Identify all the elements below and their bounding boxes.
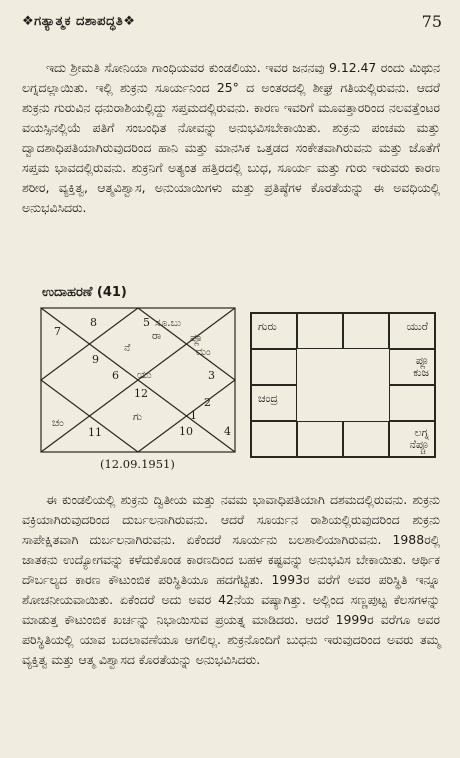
square-uranus: ಯುರೆ [406,320,428,333]
square-cell-7 [251,385,297,421]
paragraph-intro: ಇದು ಶ್ರೀಮತಿ ಸೋನಿಯಾ ಗಾಂಧಿಯವರ ಕುಂಡಲಿಯು. ಇವರ ಜನನವು 9.12.47 ರಂದು ಮಿಥುನ ಲಗ್ನದಲ್ಲಾಯಿತು. ಇಲ್ಲಿ ಶುಕ್ರನು ಸೂರ್ಯನಿಂದ 25° ದ ಅಂತರದಲ್ಲಿ ಶೀಘ್ರ ಗತಿಯಲ್ಲಿರುವನು. ಆದರೆ ಶುಕ್ರನು ಗುರುವಿನ ಧನುರಾಶಿಯಲ್ಲಿದ್ದು ಸಪ್ತಮದಲ್ಲಿರುವನು. ಕಾರಣ ಇವರಿಗೆ ಮೂವತ್ತಾರರಿಂದ ನಲವತ್ತೆಂಟರ ವಯಸ್ಸಿನಲ್ಲಿಯೆ ಪತಿಗೆ ಸಂಬಂಧಿತ ನೋವನ್ನು ಅನುಭವಿಸಬೇಕಾಯಿತು. ಶುಕ್ರನು ಪಂಚಮ ಮತ್ತು ದ್ವಾದಶಾಧಿಪತಿಯಾಗಿರುವುದರಿಂದ ಹಾನಿ ಮತ್ತು ಮಾನಸಿಕ ಒತ್ತಡದ ಸಂಕೇತವಾಗಿರುವನು ಮತ್ತು ಜೊತೆಗೆ ಸಪ್ತಮ ಭಾವದಲ್ಲಿರುವನು. ಶುಕ್ರನಿಗೆ ಅತ್ಯಂತ ಹತ್ತಿರದಲ್ಲಿ ಬುಧ, ಸೂರ್ಯ ಮತ್ತು ಗುರು ಇರುವರು ಕಾರಣ ಶರೀರ, ವ್ಯಕ್ತಿತ್ವ, ಆತ್ಮವಿಶ್ವಾಸ, ಅನುಯಾಯಿಗಳು ಮತ್ತು ಪ್ರತಿಷ್ಠೆಗಳ ಕೊರತೆಯನ್ನು ಈ ಅವಧಿಯಲ್ಲಿ ಅನುಭವಿಸಿದರು. [22,60,440,215]
square-cell-4 [389,313,435,349]
page-number: 75 [421,12,442,31]
square-center [297,349,389,421]
square-pluto: ಪ್ಲೂ [415,354,429,367]
square-cell-6 [389,349,435,385]
house-planets: ರಾ [152,330,162,342]
house-number: 11 [88,426,102,439]
chart-birth-date: (12.09.1951) [100,457,175,471]
square-lagna: ಲಗ್ನ [414,426,429,439]
house-number: 6 [112,369,119,382]
house-number: 7 [54,325,61,338]
running-title: ❖ಗತ್ಯಾತ್ಮಕ ದಶಾಪದ್ಧತಿ❖ [22,14,136,29]
square-cell-11 [343,421,389,457]
square-cell-8 [389,385,435,421]
square-cell-5 [251,349,297,385]
house-planets: ಪ್ಲೂ [190,332,203,344]
house-number: 12 [134,387,148,400]
square-neptune: ನೆಪ್ಚೂ [409,438,429,451]
paragraph-analysis: ಈ ಕುಂಡಲಿಯಲ್ಲಿ ಶುಕ್ರನು ದ್ವಿತೀಯ ಮತ್ತು ನವಮ ಭಾವಾಧಿಪತಿಯಾಗಿ ದಶಮದಲ್ಲಿರುವನು. ಶುಕ್ರನು ವಕ್ರಿಯಾಗಿರುವುದರಿಂದ ದುರ್ಬಲನಾಗಿರುವನು. ಆದರೆ ಸೂರ್ಯನ ರಾಶಿಯಲ್ಲಿರುವುದರಿಂದ ಶುಕ್ರನು ಸಾಪೇಕ್ಷಿತವಾಗಿ ದುರ್ಬಲನಾಗಿರುವನು. ಏಕೆಂದರೆ ಸೂರ್ಯನು ಬಲಶಾಲಿಯಾಗಿರುವನು. 1988ರಲ್ಲಿ ಜಾತಕನು ಉದ್ಯೋಗವನ್ನು ಕಳೆದುಕೊಂಡ ಕಾರಣದಿಂದ ಬಹಳ ಕಷ್ಟವನ್ನು ಅನುಭವಿಸ ಬೇಕಾಯಿತು. ಆರ್ಥಿಕ ದೌರ್ಬಲ್ಯದ ಕಾರಣ ಕೌಟುಂಬಿಕ ಪರಿಸ್ಥಿತಿಯೂ ಹದಗೆಟ್ಟಿತು. 1993ರ ವರೆಗೆ ಅವರ ಪರಿಸ್ಥಿತಿ ಇನ್ನೂ ಶೋಚನೀಯವಾಯಿತು. ಏಕೆಂದರೆ ಅದು ಅವರ 42ನೆಯ ವಷ್ಯಾಗಿತ್ತು. ಅಲ್ಲಿಂದ ಸಣ್ಣಪುಟ್ಟ ಕೆಲಸಗಳನ್ನು ಮಾಡುತ್ತ ಕೌಟುಂಬಿಕ ಖರ್ಚನ್ನು ನಿಭಾಯಿಸುವ ಪ್ರಯತ್ನ ಮಾಡಿದರು. ಆದರೆ 1999ರ ವರೆಗೂ ಅವರ ಪರಿಸ್ಥಿತಿಯಲ್ಲಿ ಯಾವ ಬದಲಾವಣೆಯೂ ಆಗಲಿಲ್ಲ. ಶುಕ್ರನೊಂದಿಗೆ ಬುಧನು ಇರುವುದರಿಂದ ಅವರು ತಮ್ಮ ವ್ಯಕ್ತಿತ್ವ ಮತ್ತು ಆತ್ಮ ವಿಶ್ವಾಸದ ಕೊರತೆಯನ್ನು ಅನುಭವಿಸಿದರು. [22,492,440,667]
square-cell-2 [297,313,343,349]
north-indian-chart [40,307,236,453]
page-header [22,12,442,34]
square-kuja: ಕುಜ [413,366,429,379]
house-planets: ಮಂ [196,346,211,358]
square-cell-12 [389,421,435,457]
house-number: 8 [90,316,97,329]
house-planets: ಗು [133,411,143,423]
square-chandra: ಚಂದ್ರ [258,392,278,405]
square-guru: ಗುರು [258,320,277,333]
house-number: 5 [143,316,150,329]
square-cell-10 [297,421,343,457]
square-cell-3 [343,313,389,349]
square-cell-9 [251,421,297,457]
house-planets: ಚಂ [52,417,64,429]
square-chart [250,312,436,458]
example-heading: ಉದಾಹರಣೆ (41) [42,285,127,300]
house-number: 1 [190,409,197,422]
house-number: 10 [179,425,193,438]
square-cell-1 [251,313,297,349]
house-number: 9 [92,353,99,366]
house-number: 3 [208,369,215,382]
house-number: 2 [204,396,211,409]
house-number: 4 [224,425,231,438]
house-planets: ನೆ [124,342,131,354]
house-planets: ಯು [137,369,152,381]
house-planets: ಸೂ.ಬು [155,317,182,329]
